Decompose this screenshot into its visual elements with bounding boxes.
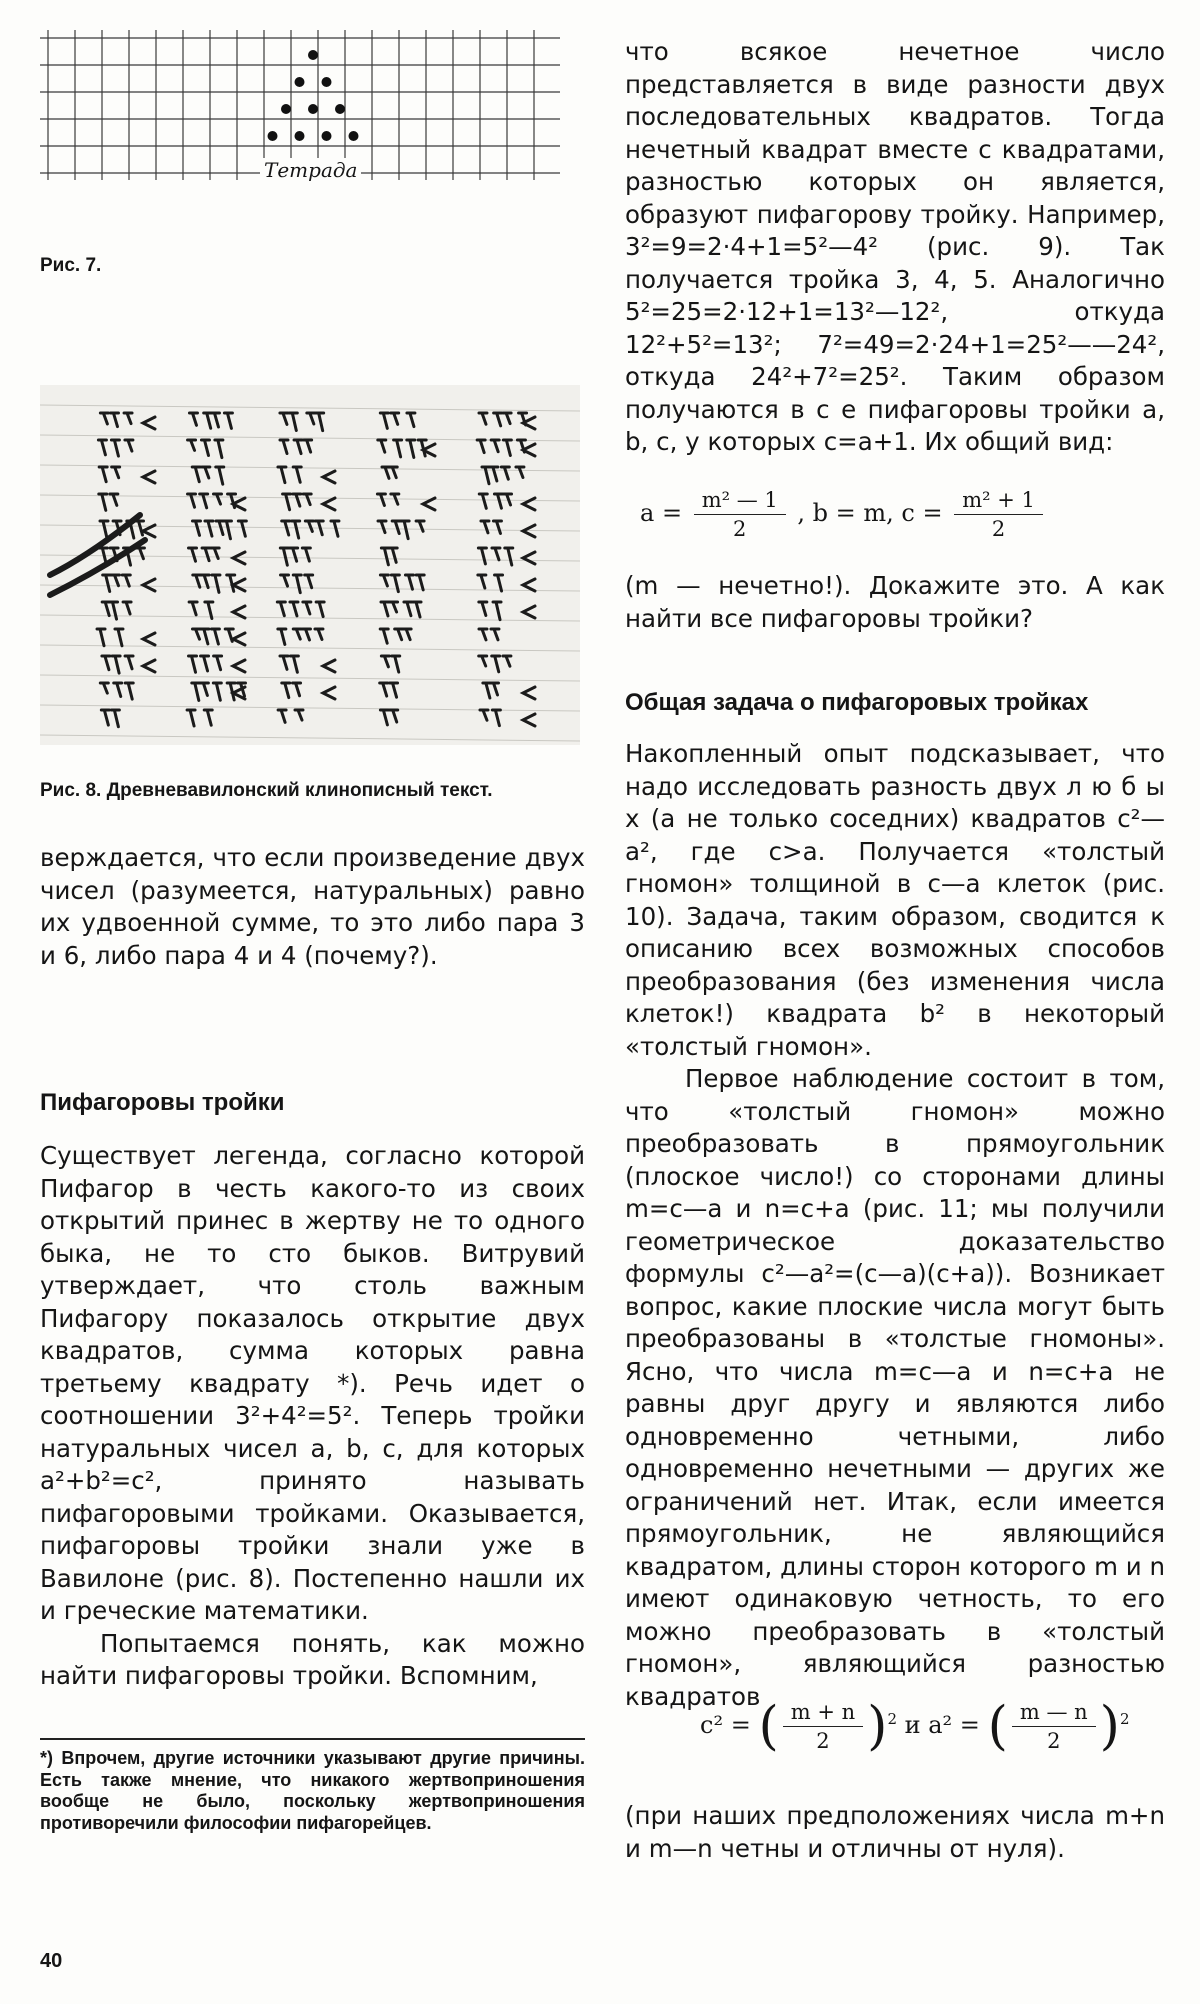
page-number: 40: [40, 1950, 63, 1972]
right-column-bottom: [625, 1800, 1165, 1865]
fraction-a: [694, 488, 786, 541]
formula2-mid: и a² =: [904, 1711, 980, 1739]
right-column-top: [625, 36, 1165, 459]
tetrad-dot: [295, 77, 305, 87]
left-column-body: [40, 1140, 585, 1693]
formula-general-form: [640, 488, 1047, 541]
tetrad-dot: [308, 50, 318, 60]
section-heading-pythagorean-triples: Пифагоровы тройки: [40, 1089, 285, 1116]
left-paragraph-continued: верждается, что если произведение двух чисел (разумеется, натуральных) равно их удвоенной сумме, то это либо пара 3 и 6, либо пара 4 и 4 (почему?).: [40, 843, 585, 970]
right-paragraph-conclusion: (при наших предположениях числа m+n и m—n четны и отличны от нуля).: [625, 1801, 1165, 1863]
tetrad-dot: [295, 131, 305, 141]
tetrad-dot: [322, 131, 332, 141]
tetrad-dot: [281, 104, 291, 114]
figure-8: [40, 385, 580, 745]
right-paragraph-experience: Накопленный опыт подсказывает, что надо исследовать разность двух л ю б ы х (а не только соседних) квадратов c²—a², где c>a. Получается «толстый гномон» толщиной в c—a клеток (рис. 10). Задача, таким образом, сводится к описанию всех возможных способов преобразования (без изменения числа клеток!) квадрата b² в некоторый «толстый гномон».: [625, 739, 1165, 1061]
formula-difference-of-squares: c² = ( $\frac{m + n}{2}$ )$^2$ и a² = ( $\frac{m — n}{2}$ )$^2$: [700, 1696, 1130, 1757]
right-paragraph-question: (m — нечетно!). Докажите это. А как найти все пифагоровы тройки?: [625, 571, 1165, 633]
cuneiform-tablet-image: [40, 385, 580, 745]
right-paragraph-observation: Первое наблюдение состоит в том, что «толстый гномон» можно преобразовать в прямоугольник (плоское число!) со сторонами длины m=c—a и n=c+a (рис. 11; мы получили геометрическое доказательство формулы c²—a²=(c—a)(c+a)). Возникает вопрос, какие плоские числа могут быть преобразованы в «толстые гномоны». Ясно, что числа m=c—a и n=c+a не равны друг другу и являются либо одновременно четными, либо одновременно нечетными — других же ограничений нет. Итак, если имеется прямоугольник, не являющийся квадратом, длины сторон которого m и n имеют одинаковую четность, то его можно преобразовать в «толстый гномон», являющийся разностью квадратов: [625, 1064, 1165, 1711]
fraction-c: [954, 488, 1043, 541]
figure-7-caption: Рис. 7.: [40, 255, 102, 276]
right-column-question: [625, 570, 1165, 635]
fraction-c-denominator: 2: [991, 517, 1006, 541]
figure-8-caption: Рис. 8. Древневавилонский клинописный текст.: [40, 780, 493, 801]
left-paragraph-legend: Существует легенда, согласно которой Пифагор в честь какого-то из своих открытий принес в жертву не то одного быка, не то сто быков. Витрувий утверждает, что столь важным Пифагору показалось открытие двух квадратов, сумма которых равна третьему квадрату *). Речь идет о соотношении 3²+4²=5². Теперь тройки натуральных чисел a, b, c, для которых a²+b²=c², принято называть пифагоровыми тройками. Оказывается, пифагоровы тройки знали уже в Вавилоне (рис. 8). Постепенно нашли их и греческие математики.: [40, 1141, 585, 1625]
formula2-exponent-c: 2: [887, 1710, 897, 1728]
fraction-a-numerator: m² — 1: [694, 488, 786, 515]
footnote: *) Впрочем, другие источники указывают другие причины. Есть также мнение, что никакого жертвоприношения вообще не было, поскольку жертвоприношения противоречили философии пифагорейцев.: [40, 1748, 585, 1833]
section-heading-general-problem: Общая задача о пифагоровых тройках: [625, 689, 1089, 716]
tetrad-dot: [308, 104, 318, 114]
tetrad-dot: [268, 131, 278, 141]
fraction-m-minus-n-denominator: 2: [1047, 1729, 1061, 1753]
right-paragraph-odd-numbers: что всякое нечетное число представляется в виде разности двух последовательных квадратов. Тогда нечетный квадрат вместе с квадратами, разностью которых он является, образуют пифагорову тройку. Например, 3²=9=2·4+1=5²—4² (рис. 9). Так получается тройка 3, 4, 5. Аналогично 5²=25=2·12+1=13²—12², откуда 12²+5²=13²; 7²=49=2·24+1=25²——24², откуда 24²+7²=25². Таким образом получаются в с е пифагоровы тройки a, b, c, у которых c=a+1. Их общий вид:: [625, 37, 1165, 456]
tetrad-label: Тетрада: [260, 158, 361, 182]
fraction-a-denominator: 2: [733, 517, 747, 541]
fraction-m-plus-n-denominator: 2: [816, 1729, 830, 1753]
formula-a-lhs: a =: [640, 499, 683, 527]
tetrad-dot: [349, 131, 359, 141]
fraction-c-numerator: m² + 1: [954, 488, 1043, 515]
formula2-c-lhs: c² =: [700, 1711, 751, 1739]
tetrad-dot: [322, 77, 332, 87]
left-paragraph-attempt: Попытаемся понять, как можно найти пифагоровы тройки. Вспомним,: [40, 1628, 585, 1690]
tetrad-dot: [335, 104, 345, 114]
formula-b-part: , b = m, c =: [797, 499, 943, 527]
fraction-m-plus-n: [783, 1700, 863, 1753]
fraction-m-minus-n-numerator: m — n: [1012, 1700, 1096, 1727]
fraction-m-plus-n-numerator: m + n: [783, 1700, 863, 1727]
fraction-m-minus-n: [1012, 1700, 1096, 1753]
left-column: [40, 842, 585, 972]
figure-7: [40, 30, 560, 190]
footnote-separator: [40, 1738, 585, 1740]
right-column-body: [625, 738, 1165, 1713]
formula2-exponent-a: 2: [1119, 1710, 1130, 1728]
